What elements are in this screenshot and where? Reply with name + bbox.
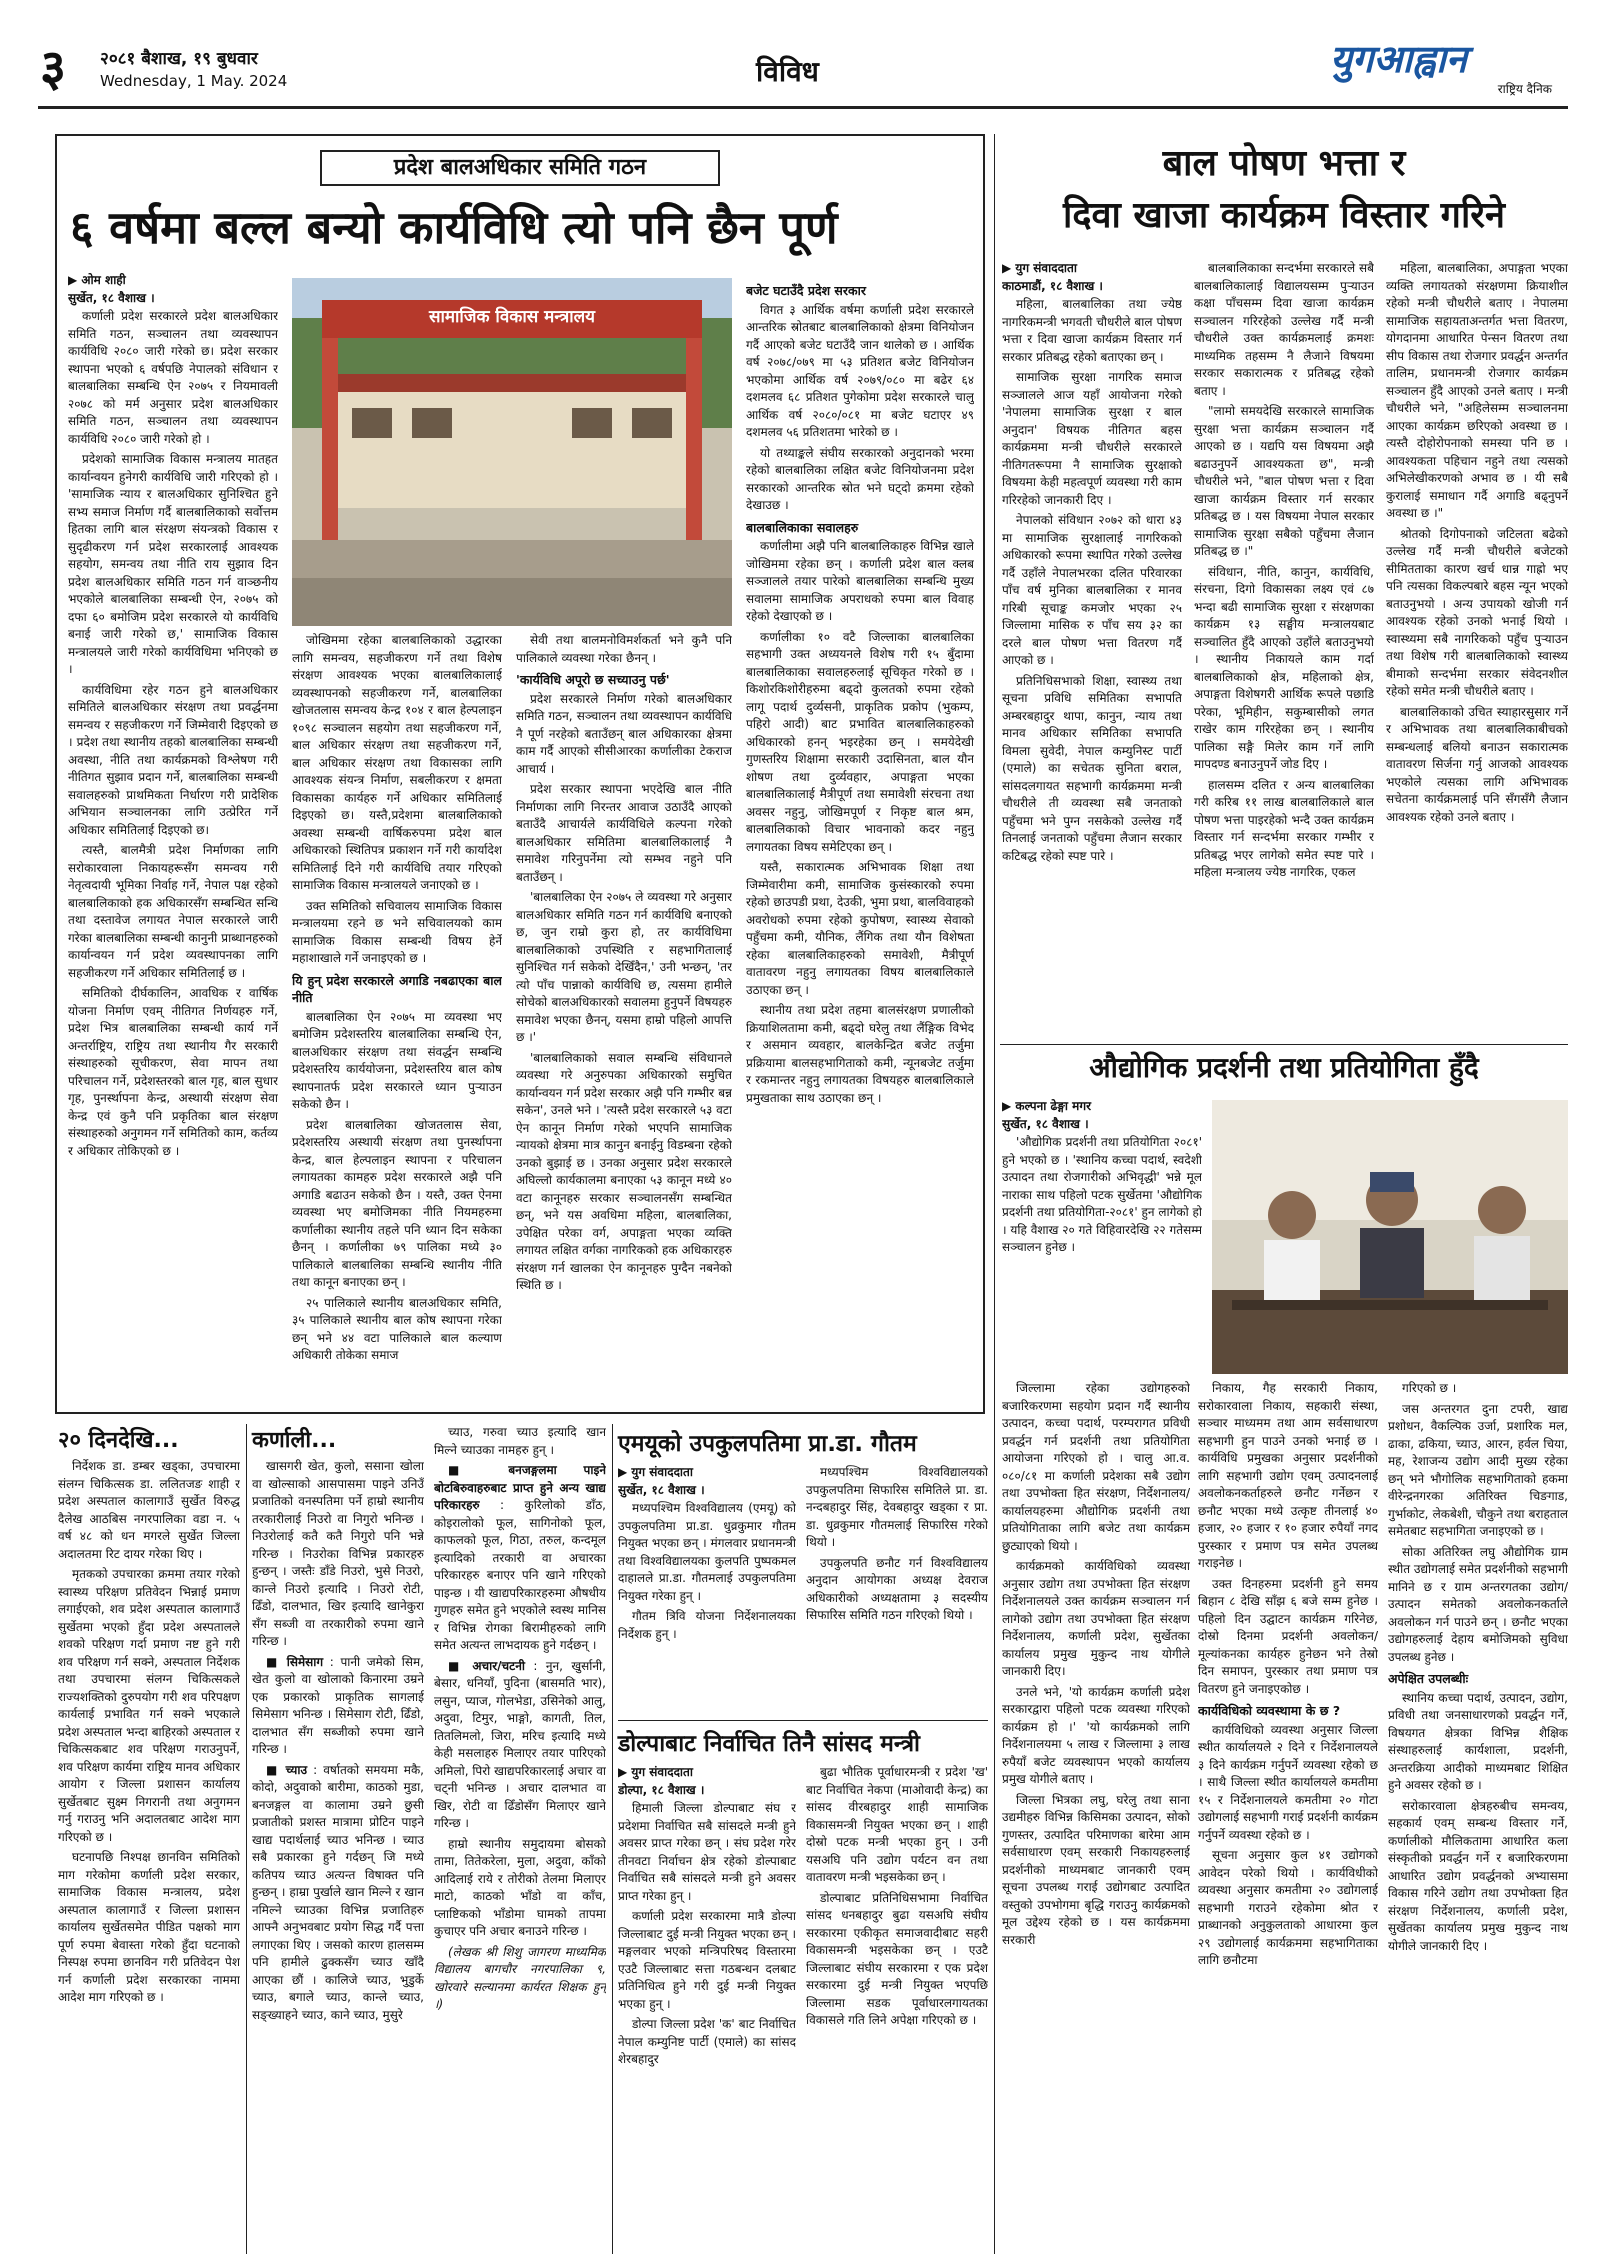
paragraph: कर्णालीका १० वटै जिल्लाका बालबालिका सहभागी उक्त अध्ययनले विशेष गरी १५ बुँदामा बालबालिकाका सवालहरुलाई सूचिकृत गरेको छ । किशोरकिशोरीहरुमा बढ्दो कुलतको रुपमा रहेको लागू पदार्थ दुर्व्यसनी, प्राकृतिक प्रकोप (भुकम्प, पहिरो आदी) बाट प्रभावित बालबालिकाहरुको अधिकारको हनन् भइरहेका छन् । समयेदेखी गुणस्तरिय शिक्षामा सरकारी उदासिनता, बाल यौन शोषण तथा दुर्व्यवहार, अपाङ्गता भएका बालबालिकालाई मैत्रीपूर्ण तथा समावेशी संरचना तथा अवसर नहुनु, जोखिमपूर्ण र निकृष्ट बाल श्रम, बालबालिकाको विचार भावनाको कदर नहुनु लगायतका विषय समेटिएका छन् । bbox=[746, 629, 974, 854]
byline-name: युग संवाददाता bbox=[631, 1765, 693, 1779]
paragraph: त्यस्तै, बालमैत्री प्रदेश निर्माणका लागि सरोकारवाला निकायहरूसँग समन्वय गरी नेतृत्वदायी भूमिका निर्वाह गर्ने, नेपाल पक्ष रहेको बालबालिकाको हक अधिकारसँग सम्बन्धित सन्धि तथा दस्तावेज लगायत नेपाल सरकारले जारी गरेका बालबालिका सम्बन्धी कानुनी प्राब्धानहरुको कार्यान्वयन गर्न प्रदेश व्यवस्थापनका लागि सहजीकरण गर्ने अधिकार समितिलाई छ । bbox=[68, 843, 278, 980]
byline-name: युग संवाददाता bbox=[631, 1465, 693, 1479]
paragraph: 'औद्योगिक प्रदर्शनी तथा प्रतियोगिता २०८१' हुने भएको छ । 'स्थानिय कच्चा पदार्थ, स्वदेशी उत्पादन तथा रोजगारीको अभिवृद्धी' भन्ने मूल नाराका साथ पहिलो पटक सुर्खेतमा 'औद्योगिक प्रदर्शनी तथा प्रतियोगिता-२०८१' हुन लागेको हो । यहि वैशाख २० गते विहिवारदेखि २२ गतेसम्म सञ्चालन हुनेछ । bbox=[1002, 1135, 1202, 1254]
child-rights-col2 bbox=[292, 632, 502, 1402]
bottom-left-text bbox=[58, 1458, 240, 2258]
paragraph: बालबालिकाका सन्दर्भमा सरकारले सबै बालबालिकालाई विद्यालयसम्म पुऱ्याउन कक्षा पाँचसम्म दिवा खाजा कार्यक्रम सञ्चालन गरिरहेको उल्लेख गर्दै मन्त्री चौधरीले उक्त कार्यक्रमलाई क्रमशः माध्यमिक तहसम्म नै लैजाने विषयमा सरकार सकारात्मक र प्रतिबद्ध रहेको बताए । bbox=[1194, 261, 1374, 398]
gautam-divider bbox=[618, 1720, 988, 1721]
paragraph: विगत ३ आर्थिक वर्षमा कर्णाली प्रदेश सरकारले आन्तरिक स्रोतबाट बालबालिकाको क्षेत्रमा विनियोजन गर्दै आएको बजेट घटाउँदै जान थालेको छ । आर्थिक वर्ष २०७८/०७९ मा ५३ प्रतिशत बजेट विनियोजन भएकोमा आर्थिक वर्ष २०७९/०८० मा बढेर ६४ दशमलव ६८ प्रतिशत पुगेकोमा प्रदेश सरकारले चालु आर्थिक वर्ष २०८०/०८१ मा बजेट घटाएर ४९ दशमलव ५६ प्रतिशतमा भारेको छ । bbox=[746, 302, 974, 439]
bullet-title: सिमेसाग bbox=[286, 1654, 324, 1669]
karnali-col2 bbox=[434, 1424, 606, 2258]
subheading: अपेक्षित उपलब्धीः bbox=[1388, 1671, 1469, 1686]
paragraph: घटनापछि निश्पक्ष छानविन समितिको माग गरेकोमा कर्णाली प्रदेश सरकार, सामाजिक विकास मन्त्रालय, प्रदेश अस्पताल कालागाउँ र जिल्ला प्रशासन कार्यालय सुर्खेतसमेत पीडित पक्षको माग पूर्ण रुपमा बेवास्ता गरेको हुँदा घटनाको निस्पक्ष रुपमा छानविन गरी प्रतिवेदन पेश गर्न कर्णाली प्रदेश सरकारका नाममा आदेश माग गरिएको छ । bbox=[58, 1850, 240, 2004]
bullet-title: च्याउ bbox=[285, 1762, 308, 1777]
byline-place: सुर्खेत, १८ वैशाख । bbox=[1002, 1117, 1089, 1131]
paragraph: कार्यविधिमा रहेर गठन हुने बालअधिकार समितिले बालअधिकार संरक्षण तथा प्रवर्द्धनमा समन्वय र सहजीकरण गर्ने जिम्मेवारी दिइएको छ । प्रदेश तथा स्थानीय तहको बालबालिका सम्बन्धी अवस्था, नीति तथा कार्यक्रमको विश्लेषण गरी नीतिगत सुझाव प्रदान गर्ने, बालबालिका सम्बन्धी सवालहरुको प्राथमिकता निर्धारण गरी प्रादेशिक अभियान सञ्चालनका लागि उत्प्रेरित गर्ने अधिकार समितिलाई दिइएको छ। bbox=[68, 682, 278, 837]
paragraph: महिला, बालबालिका तथा ज्येष्ठ नागरिकमन्त्री भगवती चौधरीले बाल पोषण भत्ता र दिवा खाजा कार्यक्रम विस्तार गर्न सरकार प्रतिबद्ध रहेको बताएका छन् । bbox=[1002, 297, 1182, 364]
paragraph: प्रदेश सरकार स्थापना भएदेखि बाल नीति निर्माणका लागि निरन्तर आवाज उठाउँदै आएको बताउँदै आचार्यले कार्यविधिले कल्पना गरेको बालअधिकार समितिमा बालबालिकालाई नै समावेश गरिनुपर्नेमा त्यो सम्भव नहुने पनि बताउँछन् । bbox=[516, 782, 732, 884]
nutrition-col3 bbox=[1386, 260, 1568, 1040]
paragraph: जिल्ला भित्रका लघु, घरेलु तथा साना उद्यमीहरु विभिन्न किसिमका उत्पादन, सोको गुणस्तर, उत्पादित परिमाणका बारेमा आम सर्वसाधारण एवम् सरकारी निकायहरुलाई प्रदर्शनीको माध्यमबाट जानकारी एवम् सूचना उपलब्ध गराई उद्योगबाट उत्पादित वस्तुको उपभोगमा बृद्धि गराउनु कार्यक्रमको मूल उद्देश्य रहेको छ । यस कार्यक्रममा सरकारी bbox=[1002, 1792, 1190, 1947]
exhibition-col1 bbox=[1002, 1380, 1190, 2260]
ministry-building-illustration bbox=[292, 278, 732, 626]
ministry-sign-text: सामाजिक विकास मन्त्रालय bbox=[428, 307, 596, 327]
ministry-building-photo bbox=[292, 278, 732, 626]
nutrition-col2 bbox=[1194, 260, 1374, 1040]
paragraph: श्रोतको दिगोपनाको जटिलता बढेको उल्लेख गर्दै मन्त्री चौधरीले बजेटको सीमितताका कारण खर्च धान्न गाह्रो भए पनि त्यसका विकल्पबारे बहस न्यून भएको बताउनुभयो । अन्य उपायको खोजी गर्न आवश्यक रहेको उनको भनाई थियो । स्वास्थ्यमा सबै नागरिकको पहुँच पुऱ्याउन तथा विशेष गरी बालबालिकाको स्वास्थ्य बीमाको सन्दर्भमा सरकार संवेदनशील रहेको समेत मन्त्री चौधरीले बताए । bbox=[1386, 526, 1568, 698]
paragraph: कार्यविधिको व्यवस्था अनुसार जिल्ला स्थीत कार्यालयले २ दिने र निर्देशनालयले ३ दिने कार्यक्रम गर्नुपर्ने व्यवस्था रहेको छ । साथै जिल्ला स्थीत कार्यालयले कमतीमा १५ र निर्देशनालयले कमतीमा २० गोटा उद्योगलाई सहभागी गराई प्रदर्शनी कार्यक्रम गर्नुपर्ने व्यवस्था रहेको छ । bbox=[1198, 1722, 1378, 1842]
paragraph: खासगरी खेत, कुलो, ससाना खोला वा खोल्साको आसपासमा पाइने उनिउँ प्रजातिको वनस्पतिमा पर्ने हाम्रो स्थानीय तरकारीलाई निउरो वा निगुरो भनिन्छ । निउरोलाई कतै कतै निगुरो पनि भन्ने गरिन्छ । निउरोका विभिन्न प्रकारहरु हुन्छन् । जस्तैः डाँडे निउरो, भुसे निउरो, कान्ले निउरो इत्यादि । निउरो रोटी, ढिँडो, दालभात, खिर इत्यादि खानेकुरा सँग सब्जी वा तरकारीको रुपमा खाने गरिन्छ । bbox=[252, 1459, 424, 1648]
paragraph: डोल्पा जिल्ला प्रदेश 'क' बाट निर्वाचित नेपाल कम्युनिष्ट पार्टी (एमाले) का सांसद शेरबहादुर bbox=[618, 2017, 796, 2066]
paragraph: उक्त दिनहरुमा प्रदर्शनी हुने समय बिहान ८ देखि साँझ ६ बजे सम्म हुनेछ । पहिलो दिन उद्घाटन कार्यक्रम गरिनेछ, दोस्रो दिनमा प्रदर्शनी अवलोकन/मूल्यांकनका कार्यहरु हुनेछन भने तेस्रो दिन समापन, पुरस्कार तथा प्रमाण पत्र वितरण हुने जनाइएकोछ । bbox=[1198, 1576, 1378, 1696]
paragraph: च्याउ, गरुवा च्याउ इत्यादि खान मिल्ने च्याउका नामहरु हुन् । bbox=[434, 1425, 606, 1457]
child-rights-headline: ६ वर्षमा बल्ल बन्यो कार्यविधि त्यो पनि छैन पूर्ण bbox=[70, 201, 838, 254]
newspaper-logo bbox=[1330, 38, 1570, 96]
child-rights-col1 bbox=[68, 272, 278, 1402]
byline-place: काठमाडौं, १८ वैशाख । bbox=[1002, 279, 1103, 293]
bullet-text: : कुरिलोको डाँठ, कोइरालोको फूल, सागिनोको फूल, काफलको फूल, गिठा, तरुल, कन्दमूल इत्यादिको तरकारी वा अचारका परिकारहरु बनाएर पनि खाने गरिएको पाइन्छ । यी खाद्यपरिकारहरुमा औषधीय गुणहरु समेत हुने भएकोले स्वस्थ मानिस र विभिन्न रोगका बिरामीहरुको लागि समेत अत्यन्त लाभदायक हुने गर्दछन् । bbox=[434, 1498, 606, 1652]
paragraph: हाम्रो स्थानीय समुदायमा बोसको तामा, तितेकरेला, मुला, अदुवा, काँको आदिलाई राये र तोरीको तेलमा मिलाएर माटो, काठको भाँडो वा काँच, प्लाष्टिकको भाँडोमा घामको तापमा कुचाएर पनि अचार बनाउने गरिन्छ । bbox=[434, 1836, 606, 1938]
paragraph: प्रदेश बालबालिका खोजतलास सेवा, प्रदेशस्तरिय अस्थायी संरक्षण तथा पुनर्स्थापना केन्द्र, बाल हेल्पलाइन स्थापना र परिचालन लगायतका कामहरु प्रदेश सरकारले अझै पनि अगाडि बढाउन सकेको छैन । यस्तै, उक्त ऐनमा व्यवस्था भए बमोजिमका नीति नियमहरुमा कर्णालीका स्थानीय तहले पनि ध्यान दिन सकेका छैनन् । कर्णालीका ७९ पालिका मध्ये ३० पालिकाले बालबालिका सम्बन्धि स्थानीय नीति तथा कानून बनाएका छन् । bbox=[292, 1117, 502, 1289]
nutrition-headline-1: बाल पोषण भत्ता र bbox=[1162, 143, 1406, 184]
byline: ▶ कल्पना ढेङ्गा मगर bbox=[1002, 1099, 1092, 1113]
gautam-col2 bbox=[806, 1464, 988, 1714]
bullet-title: बनजङ्गलमा पाइने बोटबिरुवाहरुबाट प्राप्त हुने अन्य खाद्य परिकारहरु bbox=[434, 1463, 606, 1512]
paragraph: उनले भने, 'यो कार्यक्रम कर्णाली प्रदेश सरकारद्वारा पहिलो पटक व्यवस्था गरिएको कार्यक्रम हो ।' 'यो कार्यक्रमको लागि निर्देशनालयमा ५ लाख र जिल्लामा ३ लाख रुपैयाँ बजेट व्यवस्थापन भएको कार्यालय प्रमुख योगीले बताए । bbox=[1002, 1684, 1190, 1786]
bullet-text: : पानी जमेको सिम, खेत कुलो वा खोलाको किनारमा उम्रने एक प्रकारको प्राकृतिक सागलाई सिमेसाग भनिन्छ । सिमेसाग रोटी, ढिँडो, दालभात सँग सब्जीको रुपमा खाने गरिन्छ । bbox=[252, 1654, 424, 1756]
paragraph: संविधान, नीति, कानुन, कार्यविधि, संरचना, दिगो विकासका लक्ष्य एवं ८७ भन्दा बढी सामाजिक सुरक्षा र संरक्षणका कार्यक्रम १३ सङ्घीय मन्त्रालयबाट सञ्चालित हुँदै आएको उहाँले बताउनुभयो । स्थानीय निकायले काम गर्दा बालबालिकाको क्षेत्र, महिलाको क्षेत्र, अपाङ्गता विशेषगरी आर्थिक रूपले पछाडि परेका, भूमिहीन, सकुम्बासीको लगत राखेर काम गरिरहेका छन् । स्थानीय पालिका सङ्गै मिलेर काम गर्ने लागि मापदण्ड बनाउनुपर्ने जोड दिए । bbox=[1194, 564, 1374, 771]
column-rule bbox=[612, 1424, 613, 2254]
paragraph: प्रतिनिधिसभाको शिक्षा, स्वास्थ्य तथा सूचना प्रविधि समितिका सभापति अम्बरबहादुर थापा, कानुन, न्याय तथा मानव अधिकार समितिका सभापति विमला सुवेदी, नेपाल कम्युनिस्ट पार्टी (एमाले) का सचेतक सुनिता बराल, सांसदलगायत सहभागी कार्यक्रममा मन्त्री चौधरीले ती व्यवस्था सबै जनताको पहुँचमा भने पुग्न नसकेको उल्लेख गर्दै तिनलाई जनताको पहुँचमा लैजान सरकार कटिबद्ध रहेको स्पष्ट पारे । bbox=[1002, 673, 1182, 863]
byline: ▶ युग संवाददाता bbox=[1002, 261, 1077, 275]
paragraph: महिला, बालबालिका, अपाङ्गता भएका व्यक्ति लगायतको संरक्षणमा क्रियाशील रहेको मन्त्री चौधरीले बताए । नेपालमा सामाजिक सहायताअन्तर्गत भत्ता वितरण, योगदानमा आधारित पेन्सन वितरण तथा सीप विकास तथा रोजगार प्रवर्द्धन अन्तर्गत तालिम, प्रधानमन्त्री रोजगार कार्यक्रम सञ्चालन हुँदै आएको उनले बताए । मन्त्री चौधरीले भने, "अहिलेसम्म सञ्चालनमा आएका कार्यक्रम छरिएको अवस्था छ । त्यस्तै दोहोरोपनाको समस्या पनि छ । आवश्यकता पहिचान नहुने तथा त्यसको अभिलेखीकरणको अभाव छ । यी सबै कुरालाई समाधान गर्दै अगाडि बढ्नुपर्ने अवस्था छ ।" bbox=[1386, 261, 1568, 520]
paragraph: मध्यपश्चिम विश्वविद्यालय (एमयू) को उपकुलपतिमा प्रा.डा. धुव्रकुमार गौतम नियुक्त भएका छन् । मंगलवार प्रधानमन्त्री तथा विश्वविद्यालयका कुलपति पुष्पकमल दाहालले प्रा.डा. गौतमलाई उपकुलपतिमा नियुक्त गरेका हुन् । bbox=[618, 1501, 796, 1603]
bullet-paragraph: ■ सिमेसाग : पानी जमेको सिम, खेत कुलो वा खोलाको किनारमा उम्रने एक प्रकारको प्राकृतिक सागलाई सिमेसाग भनिन्छ । सिमेसाग रोटी, ढिँडो, दालभात सँग सब्जीको रुपमा खाने गरिन्छ । bbox=[252, 1654, 424, 1756]
paragraph: सेवी तथा बालमनोविमर्शकर्ता भने कुनै पनि पालिकाले व्यवस्था गरेका छैनन् । bbox=[516, 633, 732, 665]
subheading: बजेट घटाउँदै प्रदेश सरकार bbox=[746, 283, 866, 298]
bullet-text: : नुन, खुर्सानी, बेसार, धनियाँ, पुदिना (बासमति भार), लसुन, प्याज, गोलभेडा, उसिनेको आलु, अदुवा, टिमुर, भाङ्गो, कागती, तिल, तितलिमलो, जिरा, मरिच इत्यादि मध्ये केही मसलाहरु मिलाएर तयार पारिएको अमिलो, पिरो खाद्यपरिकारलाई अचार वा चट्नी भनिन्छ । अचार दालभात वा खिर, रोटी वा ढिँडोसँग मिलाएर खाने गरिन्छ । bbox=[434, 1658, 606, 1830]
paragraph: नेपालको संविधान २०७२ को धारा ४३ मा सामाजिक सुरक्षालाई नागरिकको अधिकारको रूपमा स्थापित गरेको उल्लेख गर्दै उहाँले नेपालभरका दलित परिवारका पाँच वर्ष मुनिका बालबालिका र मानव गरिबी सूचाङ्क कमजोर भएका २५ जिल्लामा मासिक रु पाँच सय ३२ का दरले बाल पोषण भत्ता वितरण गर्दै आएको छ । bbox=[1002, 513, 1182, 667]
gautam-col1 bbox=[618, 1464, 796, 1714]
paragraph: सोका अतिरिक्त लघु औद्योगिक ग्राम स्थीत उद्योगलाई समेत प्रदर्शनीको सहभागी मानिने छ र ग्राम अन्तरगतका उद्योग/उत्पादन समेतको अवलोकनकर्ताले अवलोकन गर्न पाउने छन् । छनौट भएका उद्योगहरुलाई देहाय बमोजिमको सुविधा उपलब्ध हुनेछ । bbox=[1388, 1544, 1568, 1664]
paragraph: मध्यपश्चिम विश्वविद्यालयको उपकुलपतिमा सिफारिस समितिले प्रा. डा. नन्दबहादुर सिंह, देवबहादुर खड्का र प्रा. डा. धुव्रकुमार गौतमलाई सिफारिस गरेको थियो । bbox=[806, 1465, 988, 1549]
column-rule bbox=[246, 1424, 247, 2254]
nutrition-col1 bbox=[1002, 260, 1182, 1040]
paragraph: गौतम त्रिवि योजना निर्देशनालयका निर्देशक हुन् । bbox=[618, 1609, 796, 1641]
paragraph: बालबालिका ऐन २०७५ मा व्यवस्था भए बमोजिम प्रदेशस्तरिय बालबालिका सम्बन्धि ऐन, बालअधिकार संरक्षण तथा संवर्द्धन सम्बन्धि प्रदेशस्तरिय कार्ययोजना, प्रदेशस्तरिय बाल कोष स्थापनातर्फ प्रदेश सरकारले ध्यान पुऱ्याउन सकेको छैन । bbox=[292, 1009, 502, 1111]
byline-place: सुर्खेत, १८ वैशाख । bbox=[618, 1483, 705, 1497]
kicker-text: प्रदेश बालअधिकार समिति गठन bbox=[393, 155, 647, 180]
section-rule bbox=[1000, 1044, 1568, 1045]
paragraph: हालसम्म दलित र अन्य बालबालिका गरी करिब ११ लाख बालबालिकाले बाल पोषण भत्ता पाइरहेको भन्दै उक्त कार्यक्रम विस्तार गर्न सन्दर्भमा सरकार गम्भीर र प्रतिबद्ध भएर लागेको समेत स्पष्ट पारे । महिला मन्त्रालय ज्येष्ठ नागरिक, एकल bbox=[1194, 777, 1374, 879]
exhibition-headline: औद्योगिक प्रदर्शनी तथा प्रतियोगिता हुँदै bbox=[1089, 1051, 1479, 1084]
paragraph: कर्णाली प्रदेश सरकारमा मात्रै डोल्पा जिल्लाबाट दुई मन्त्री नियुक्त भएका छन् । मङ्गलवार भएको मन्त्रिपरिषद विस्तारमा एउटै जिल्लाबाट सत्ता गठबन्धन दलबाट प्रतिनिधित्व हुने गरी दुई मन्त्री नियुक्त भएका हुन् । bbox=[618, 1909, 796, 2011]
byline-name: ओम शाही bbox=[81, 273, 126, 287]
logo-text: युगआह्वान bbox=[1330, 37, 1467, 81]
paragraph: कर्णालीमा अझै पनि बालबालिकाहरु विभिन्न खाले जोखिममा रहेका छन् । कर्णाली प्रदेश बाल क्लब सञ्जालले तयार पारेको बालबालिका सम्बन्धि मुख्य सवालमा सामाजिक अपराधको रुपमा बाल विवाह रहेको देखाएको छ । bbox=[746, 539, 974, 623]
bullet-title: अचार/चटनी bbox=[472, 1658, 525, 1673]
karnali-col1 bbox=[252, 1458, 424, 2258]
column-rule bbox=[994, 134, 995, 2254]
dolpa-col1 bbox=[618, 1764, 796, 2258]
section-title: विविध bbox=[756, 55, 819, 88]
paragraph: सरोकारवाला क्षेत्रहरुबीच समन्वय, सहकार्य एवम् सम्बन्ध विस्तार गर्ने, कर्णालीको मौलिकतामा आधारित कला संस्कृतीको प्रवर्द्धन गर्ने र बजारिकरणमा आधारित उद्योग प्रवर्द्धनको अभ्यासमा विकास गरिने उद्योग तथा उपभोक्ता हित संरक्षण निर्देशनालय, कर्णाली प्रदेश, सुर्खेतका कार्यालय प्रमुख मुकुन्द नाथ योगीले जानकारी दिए । bbox=[1388, 1798, 1568, 1953]
logo-tagline: राष्ट्रिय दैनिक bbox=[1497, 82, 1552, 96]
paragraph: यो तथ्याङ्कले संघीय सरकारको अनुदानको भरमा रहेको बालबालिका लक्षित बजेट विनियोजनमा प्रदेश सरकारको आन्तरिक स्रोत भने घट्दो क्रममा रहेको देखाउछ । bbox=[746, 445, 974, 512]
header-date-en: Wednesday, 1 May. 2024 bbox=[100, 72, 288, 90]
nutrition-headline-2: दिवा खाजा कार्यक्रम विस्तार गरिने bbox=[1063, 195, 1505, 236]
paragraph: "लामो समयदेखि सरकारले सामाजिक सुरक्षा भत्ता कार्यक्रम सञ्चालन गर्दै आएको छ । यद्यपि यस विषयमा अझै बढाउनुपर्ने आवश्यकता छ", मन्त्री चौधरीले भने, "बाल पोषण भत्ता र दिवा खाजा कार्यक्रम विस्तार गर्न सरकार प्रतिबद्ध छ । यस विषयमा नेपाल सरकार सामाजिक सुरक्षा सबैको पहुँचमा लैजान प्रतिबद्ध छ ।" bbox=[1194, 404, 1374, 558]
exhibition-col2 bbox=[1198, 1380, 1378, 2260]
subheading: बालबालिकाका सवालहरु bbox=[746, 519, 859, 535]
author-note: (लेखक श्री शिशु जागरण माध्यमिक विद्यालय बागचौर नगरपालिका ९, खोरवारे सल्यानमा कार्यरत शिक्षक हुन् ।) bbox=[434, 1944, 606, 2011]
byline-place: डोल्पा, १८ वैशाख । bbox=[618, 1783, 705, 1797]
exhibition-meeting-photo bbox=[1212, 1100, 1568, 1374]
paragraph: निकाय, गैह सरकारी निकाय, सरोकारवाला निकाय, सहकारी संस्था, सञ्चार माध्यमम तथा आम सर्वसाधारण सहभागी हुन पाउने उनको भनाई छ । कार्यविधि प्रमुखका अनुसार प्रदर्शनीको लागि सहभागी उद्योग एवम् उत्पादनलाई अवलोकनकर्ताहरुले छनौट गर्नेछन र छनौट भएका मध्ये उत्कृष्ट तीनलाई ४० हजार, २० हजार र १० हजार रुपैयाँ नगद पुरस्कार र प्रमाण पत्र समेत उपलब्ध गराइनेछ । bbox=[1198, 1381, 1378, 1570]
paragraph: उपकुलपति छनौट गर्न विश्वविद्यालय अनुदान आयोगका अध्यक्ष देवराज अधिकारीको अध्यक्षतामा ३ सदस्यीय सिफारिस समिति गठन गरिएको थियो । bbox=[806, 1555, 988, 1622]
bullet-paragraph: ■ अचार/चटनी : नुन, खुर्सानी, बेसार, धनियाँ, पुदिना (बासमति भार), लसुन, प्याज, गोलभेडा, उसिनेको आलु, अदुवा, टिमुर, भाङ्गो, कागती, तिल, तितलिमलो, जिरा, मरिच इत्यादि मध्ये केही मसलाहरु मिलाएर तयार पारिएको अमिलो, पिरो खाद्यपरिकारलाई अचार वा चट्नी भनिन्छ । अचार दालभात वा खिर, रोटी वा ढिँडोसँग मिलाएर खाने गरिन्छ । bbox=[434, 1658, 606, 1830]
gautam-headline: एमयूको उपकुलपतिमा प्रा.डा. गौतम bbox=[618, 1431, 917, 1457]
byline: ▶ युग संवाददाता bbox=[618, 1765, 693, 1779]
exhibition-col3 bbox=[1388, 1380, 1568, 2260]
paragraph: बुढा भौतिक पूर्वाधारमन्त्री र प्रदेश 'ख' बाट निर्वाचित नेकपा (माओवादी केन्द्र) का सांसद वीरबहादुर शाही सामाजिक विकासमन्त्री नियुक्त भएका छन् । शाही दोस्रो पटक मन्त्री भएका हुन् । उनी यसअघि पनि उद्योग पर्यटन वन तथा वातावरण मन्त्री भइसकेका छन् । bbox=[806, 1765, 988, 1884]
subheading: कार्यविधिको व्यवस्थामा के छ ? bbox=[1198, 1703, 1341, 1718]
bullet-paragraph: ■ बनजङ्गलमा पाइने बोटबिरुवाहरुबाट प्राप्त हुने अन्य खाद्य परिकारहरु : कुरिलोको डाँठ, कोइरालोको फूल, सागिनोको फूल, काफलको फूल, गिठा, तरुल, कन्दमूल इत्यादिको तरकारी वा अचारका परिकारहरु बनाएर पनि खाने गरिएको पाइन्छ । यी खाद्यपरिकारहरुमा औषधीय गुणहरु समेत हुने भएकोले स्वस्थ मानिस र विभिन्न रोगका बिरामीहरुको लागि समेत अत्यन्त लाभदायक हुने गर्दछन् । bbox=[434, 1463, 606, 1652]
bullet-text: : वर्षातको समयमा मकै, कोदो, अदुवाको बारीमा, काठको मुडा, बनजङ्गल वा कालामा उम्रने छुसी प्रजातीको प्रशस्त मात्रामा प्रोटिन पाइने खाद्य पदार्थलाई च्याउ भनिन्छ । च्याउ सबै प्रकारका हुने गर्दछन् जि मध्ये कतिपय च्याउ अत्यन्त विषाक्त पनि हुन्छन् । हाम्रा पुर्खाले खान मिल्ने र खान नमिल्ने च्याउका विभिन्न प्रजातिहरु आफ्नै अनुभवबाट प्रयोग सिद्ध गर्दै पत्ता लगाएका थिए । जसको कारण हालसम्म पनि हामीले ढुक्कसँग च्याउ खाँदै आएका छौं । कालिजे च्याउ, भुडुर्के च्याउ, बगाले च्याउ, कान्ले च्याउ, सङ्ख्याहने च्याउ, काने च्याउ, मुसुरे bbox=[252, 1762, 424, 2022]
paragraph: हिमाली जिल्ला डोल्पाबाट संघ र प्रदेशमा निर्वाचित सबै सांसदले मन्त्री हुने अवसर प्राप्त गरेका छन् । संघ प्रदेश गरेर तीनवटा निर्वाचन क्षेत्र रहेको डोल्पाबाट निर्वाचित सबै सांसदले मन्त्री हुने अवसर प्राप्त गरेका हुन् । bbox=[618, 1801, 796, 1903]
page-number: ३ bbox=[40, 39, 66, 97]
child-rights-kicker bbox=[320, 150, 720, 186]
paragraph: 'बालबालिका ऐन २०७५ ले व्यवस्था गरे अनुसार बालअधिकार समिति गठन गर्न कार्यविधि बनाएको छ, जुन राम्रो कुरा हो, तर कार्यविधिमा बालबालिकाको उपस्थिति र सहभागितालाई सुनिश्चित गर्न सकेको देखिँदैन,' उनी भन्छन्, 'तर त्यो पाँच पान्नाको कार्यविधि छ, त्यसमा हामीले सोचेको बालअधिकारको सवालमा हुनुपर्ने विषयहरु समावेश भएका छैनन्, यसमा हाम्रो पहिलो आपत्ति छ ।' bbox=[516, 890, 732, 1044]
paragraph: स्थानिय कच्चा पदार्थ, उत्पादन, उद्योग, प्रविधी तथा जनसाधारणको प्रवर्द्धन गर्ने, विषयगत क्षेत्रका विभिन्न शैक्षिक संस्थाहरुलाई कार्यशाला, प्रदर्शनी, अन्तरक्रिया आदीको माध्यमबाट शिक्षित हुने अवसर रहेको छ । bbox=[1388, 1690, 1568, 1792]
byline: ▶ युग संवाददाता bbox=[618, 1465, 693, 1479]
child-rights-col3 bbox=[516, 632, 732, 1402]
paragraph: सूचना अनुसार कुल ४१ उद्योगको आवेदन परेको थियो । कार्यविधीको व्यवस्था अनुसार कमतीमा २० उद्योगलाई सहभागी गराउने रहेकोमा श्रोत र प्राब्धानको अनुकुलताको आधारमा कुल २९ उद्योगलाई कार्यक्रममा सहभागिताका लागि छनौटमा bbox=[1198, 1848, 1378, 1967]
bottom-left-headline: २० दिनदेखि... bbox=[58, 1428, 179, 1453]
subheading: यि हुन् प्रदेश सरकारले अगाडि नबढाएका बाल नीति bbox=[292, 972, 502, 1005]
paragraph: जिल्लामा रहेका उद्योगहरुको बजारिकरणमा सहयोग प्रदान गर्दै स्थानीय उत्पादन, कच्चा पदार्थ, परम्परागत प्रविधी प्रवर्द्धन गर्न प्रदर्शनी तथा प्रतियोगिता आयोजना गरिएको हो । चालु आ.व. ०८०/८१ मा कर्णाली प्रदेशका सबै उद्योग तथा उपभोक्ता हित संरक्षण, निर्देशनालय/कार्यालयहरुमा औद्योगिक प्रदर्शनी तथा प्रतियोगिताका लागि बजेट तथा कार्यक्रम छुट्याएको थियो । bbox=[1002, 1381, 1190, 1553]
paragraph: जस अन्तरगत दुना टपरी, खाद्य प्रशोधन, वैकल्पिक उर्जा, प्रशारिक मल, ढाका, ढकिया, च्याउ, आरन, हर्वल चिया, मह, रेशाजन्य उद्योग आदी मुख्य रहेका छन् भने भौगोलिक सहभागिताको हकमा वीरेन्द्रनगरका अतिरिक्त चिङगाड, गुर्भाकोट, लेकबेशी, चौकुने तथा बराहताल समेतबाट सहभागिता जनाइएको छ । bbox=[1388, 1401, 1568, 1538]
paragraph: गरिएको छ । bbox=[1402, 1381, 1457, 1395]
paragraph: उक्त समितिको सचिवालय सामाजिक विकास मन्त्रालयमा रहने छ भने सचिवालयको काम सामाजिक विकास सम्बन्धी विषय हेर्ने महाशाखाले गर्ने जनाइएको छ । bbox=[292, 898, 502, 965]
dolpa-col2 bbox=[806, 1764, 988, 2258]
paragraph: जोखिममा रहेका बालबालिकाको उद्धारका लागि समन्वय, सहजीकरण गर्ने तथा विशेष संरक्षण आवश्यक भएका बालबालिकालाई व्यवस्थापनको सहजीकरण गर्ने, बालबालिका खोजतलास समन्वय केन्द्र १०४ र बाल हेल्पलाइन १०९८ सञ्चालन सहयोग तथा सहजीकरण गर्ने, बाल अधिकार संरक्षण तथा सहजीकरण गर्ने, बाल अधिकार संरक्षण तथा विकासका लागि आवश्यक संयन्त्र निर्माण, सबलीकरण र क्षमता विकासका कार्यहरु गर्ने अधिकार समितिलाई दिइएको छ। यस्तै,प्रदेशमा बालबालिकाको अवस्था सम्बन्धी वार्षिकरुपमा प्रदेश बाल अधिकारको स्थितिपत्र प्रकाशन गर्ने गरी कार्यादेश समितिलाई दिने गरी कार्यविधि तयार गरिएको सामाजिक विकास मन्त्रालयले जनाएको छ । bbox=[292, 633, 502, 892]
paragraph: प्रदेश सरकारले निर्माण गरेको बालअधिकार समिति गठन, सञ्चालन तथा व्यवस्थापन कार्यविधि नै पूर्ण नरहेको बताउँछन् बाल अधिकारका क्षेत्रमा काम गर्दै आएको सीसीआरका कर्णालीका टेकराज आचार्य । bbox=[516, 691, 732, 776]
bullet-paragraph: ■ च्याउ : वर्षातको समयमा मकै, कोदो, अदुवाको बारीमा, काठको मुडा, बनजङ्गल वा कालामा उम्रने छुसी प्रजातीको प्रशस्त मात्रामा प्रोटिन पाइने खाद्य पदार्थलाई च्याउ भनिन्छ । च्याउ सबै प्रकारका हुने गर्दछन् जि मध्ये कतिपय च्याउ अत्यन्त विषाक्त पनि हुन्छन् । हाम्रा पुर्खाले खान मिल्ने र खान नमिल्ने च्याउका विभिन्न प्रजातिहरु आफ्नै अनुभवबाट प्रयोग सिद्ध गर्दै पत्ता लगाएका थिए । जसको कारण हालसम्म पनि हामीले ढुक्कसँग च्याउ खाँदै आएका छौं । कालिजे च्याउ, भुडुर्के च्याउ, बगाले च्याउ, कान्ले च्याउ, सङ्ख्याहने च्याउ, काने च्याउ, मुसुरे bbox=[252, 1762, 424, 2022]
exhibition-col1-top bbox=[1002, 1098, 1202, 1370]
karnali-headline: कर्णाली... bbox=[252, 1428, 337, 1453]
subheading: 'कार्यविधि अपूरो छ सच्याउनु पर्छ' bbox=[516, 672, 670, 687]
child-rights-col4 bbox=[746, 278, 974, 1402]
byline: ▶ ओम शाही bbox=[68, 273, 126, 287]
byline-name: युग संवाददाता bbox=[1015, 261, 1077, 275]
paragraph: प्रदेशको सामाजिक विकास मन्त्रालय मातहत कार्यान्वयन हुनेगरी कार्यविधि जारी गरिएको हो । 'सामाजिक न्याय र बालअधिकार सुनिश्चित हुने सभ्य समाज निर्माण गर्दै बालबालिकाको सर्वोत्तम हितका लागि बाल संरक्षण संयन्त्रको विकास र सुदृढीकरण गर्न प्रदेश सरकारलाई आवश्यक सहयोग, समन्वय तथा नीति राय सुझाव दिन प्रदेश बालअधिकार समिति गठन गर्न वाञ्छनीय भएकोले बालबालिका सम्बन्धी ऐन, २०७५ को दफा ६० बमोजिम प्रदेश सरकारले यो कार्यविधि बनाई जारी गरेको छ,' सामाजिक विकास मन्त्रालयले जारी गरेको कार्यविधिमा भनिएको छ । bbox=[68, 452, 278, 676]
paragraph: स्थानीय तथा प्रदेश तहमा बालसंरक्षण प्रणालीको क्रियाशिलतामा कमी, बढ्दो घरेलु तथा लैंङ्गिक विभेद र असमान व्यवहार, बालकेन्द्रित बजेट तर्जुमा प्रक्रियामा बालसहभागिताको कमी, न्यूनबजेट तर्जुमा र रकमान्तर नहुनु लगायतका विषयहरु बालबालिकाले प्रमुखताका साथ उठाएका छन् । bbox=[746, 1003, 974, 1105]
paragraph: कार्यक्रमको कार्यविधिको व्यवस्था अनुसार उद्योग तथा उपभोक्ता हित संरक्षण निर्देशनालयले उक्त कार्यक्रम सञ्चालन गर्न लागेको उद्योग तथा उपभोक्ता हित संरक्षण निर्देशनालय, कर्णाली प्रदेश, सुर्खेतका कार्यालय प्रमुख मुकुन्द नाथ योगीले जानकारी दिए। bbox=[1002, 1559, 1190, 1678]
byline-name: कल्पना ढेङ्गा मगर bbox=[1015, 1099, 1092, 1113]
header-date-np: २०८१ बैशाख, १९ बुधवार bbox=[100, 49, 258, 69]
dolpa-headline: डोल्पाबाट निर्वाचित तिनै सांसद मन्त्री bbox=[618, 1731, 920, 1757]
paragraph: डोल्पाबाट प्रतिनिधिसभामा निर्वाचित सांसद धनबहादुर बुढा यसअघि संघीय सरकारमा एकीकृत समाजवादीबाट सहरी विकासमन्त्री भइसकेका छन् । एउटै जिल्लाबाट संघीय सरकारमा र एक प्रदेश सरकारमा दुई मन्त्री नियुक्त भएपछि जिल्लामा सडक पूर्वाधारलगायतका विकासले गति लिने अपेक्षा गरिएको छ । bbox=[806, 1890, 988, 2027]
paragraph: कर्णाली प्रदेश सरकारले प्रदेश बालअधिकार समिति गठन, सञ्चालन तथा व्यवस्थापन कार्यविधि २०८० जारी गरेको छ। प्रदेश सरकार स्थापना भएको ६ वर्षपछि नेपालको संविधान र बालबालिका सम्बन्धि ऐन २०७५ र नियमावली २०७८ को मर्म अनुसार प्रदेश बालअधिकार समिति गठन, सञ्चालन तथा व्यवस्थापन कार्यविधि २०८० जारी गरेको हो । bbox=[68, 309, 278, 446]
byline-place: सुर्खेत, १८ वैशाख । bbox=[68, 291, 155, 305]
paragraph: यस्तै, सकारात्मक अभिभावक शिक्षा तथा जिम्मेवारीमा कमी, सामाजिक कुसंस्कारको रुपमा रहेको छाउपडी प्रथा, देउकी, भुमा प्रथा, बालविवाहको अवरोधको रुपमा रहेको कुपोषण, स्वास्थ्य सेवाको पहुँचमा कमी, यौनिक, लैंगिक तथा यौन विशेषता रहेका बालबालिकाहरुको समावेशी, मैत्रीपूर्ण वातावरण नहुनु लगायतका विषय बालबालिकाले उठाएका छन् । bbox=[746, 860, 974, 997]
paragraph: निर्देशक डा. डम्बर खड्का, उपचारमा संलग्न चिकित्सक डा. ललितजङ शाही र प्रदेश अस्पताल कालागाउँ सुर्खेत विरुद्ध दैलेख आठबिस नगरपालिका वडा न. ५ वर्ष ४८ को धन मगरले सुर्खेत जिल्ला अदालतमा रिट दायर गरेका थिए । bbox=[58, 1459, 240, 1561]
paragraph: सामाजिक सुरक्षा नागरिक समाज सञ्जालले आज यहाँ आयोजना गरेको 'नेपालमा सामाजिक सुरक्षा र बाल अनुदान' विषयक नीतिगत बहस कार्यक्रममा मन्त्री चौधरीले सरकारले नीतिगतरूपमा नै सामाजिक सुरक्षाको विषयमा केही महत्वपूर्ण व्यवस्था गरी काम गरिरहेको जानकारी दिए । bbox=[1002, 370, 1182, 507]
paragraph: मृतकको उपचारका क्रममा तयार गरेको स्वास्थ्य परिक्षण प्रतिवेदन भिन्नाई प्रमाण लगाईएको, शव प्रदेश अस्पताल कालागाउँ सुर्खेतमा भएको हुँदा प्रदेश अस्पतालले शवको परिक्षण गर्दा प्रमाण नष्ट हुने गरी शव परिक्षण गर्न सक्ने, अस्पताल निर्देशक तथा उपचारमा संलग्न चिकित्सकले राज्यशक्तिको दुरुपयोग गरी शव परिपक्षण कार्यलाई प्रभावित गर्न सक्ने भएकाले प्रदेश अस्पताल भन्दा बाहिरको अस्पताल र चिकित्सकबाट शव परिक्षण गराउनुपर्ने, शव परिक्षण कार्यमा राष्ट्रिय मानव अधिकार आयोग र जिल्ला प्रशासन कार्यालय सुर्खेतबाट सुक्ष्म निगरानी तथा अनुगमन गर्नु गराउनु भनि अदालतबाट आदेश माग गरिएको छ । bbox=[58, 1567, 240, 1844]
paragraph: समितिको दीर्घकालिन, आवधिक र वार्षिक योजना निर्माण एवम् नीतिगत निर्णयहरु गर्ने, प्रदेश भित्र बालबालिका सम्बन्धी कार्य गर्ने अन्तर्राष्ट्रिय, राष्ट्रिय तथा स्थानीय गैर सरकारी संस्थाहरुको सूचीकरण, सेवा मापन तथा परिचालन गर्ने, प्रदेशस्तरको बाल गृह, बाल सुधार गृह, पुनर्स्थापना केन्द्र, अस्थायी संरक्षण सेवा केन्द्र एवं कुनै पनि प्रकृतिका बाल संरक्षण संस्थाहरुको अनुगमन गर्ने समितिको काम, कर्तव्य र अधिकार तोकिएको छ । bbox=[68, 986, 278, 1158]
header-rule bbox=[38, 106, 1568, 109]
paragraph: बालबालिकाको उचित स्याहारसुसार गर्ने र अभिभावक तथा बालबालिकाबीचको सम्बन्धलाई बलियो बनाउन सकारात्मक वातावरण सिर्जना गर्नु आजको आवश्यक भएकोले त्यसका लागि अभिभावक सचेतना कार्यक्रमलाई पनि सँगसँगै लैजान आवश्यक रहेको उनले बताए । bbox=[1386, 704, 1568, 824]
paragraph: 'बालबालिकाको सवाल सम्बन्धि संविधानले व्यवस्था गरे अनुरुपका अधिकारको समुचित कार्यान्वयन गर्न प्रदेश सरकार अझै पनि गम्भीर बन्न सकेन', उनले भने । 'त्यस्तै प्रदेश सरकारले ५३ वटा ऐन कानून निर्माण गरेको भएपनि सामाजिक न्यायको क्षेत्रमा मात्र कानुन बनाईनु विडम्बना रहेको उनको बुझाई छ । उनका अनुसार प्रदेश सरकारले अघिल्लो कार्यकालमा बनाएका ५३ कानून मध्ये ४० वटा कानूनहरु सरकार सञ्चालनसँग सम्बन्धित छन्, भने यस अवधिमा महिला, बालबालिका, उपेक्षित परेका वर्ग, अपाङ्गता भएका व्यक्ति लगायत लक्षित वर्गका नागरिकको हक अधिकारहरु संरक्षण गर्न खालका ऐन कानूनहरु पुग्दैन नबनेको स्थिति छ । bbox=[516, 1050, 732, 1292]
paragraph: २५ पालिकाले स्थानीय बालअधिकार समिति, ३५ पालिकाले स्थानीय बाल कोष स्थापना गरेका छन् भने ४४ वटा पालिकाले बाल कल्याण अधिकारी तोकेका समाज bbox=[292, 1295, 502, 1362]
meeting-illustration bbox=[1212, 1100, 1568, 1374]
